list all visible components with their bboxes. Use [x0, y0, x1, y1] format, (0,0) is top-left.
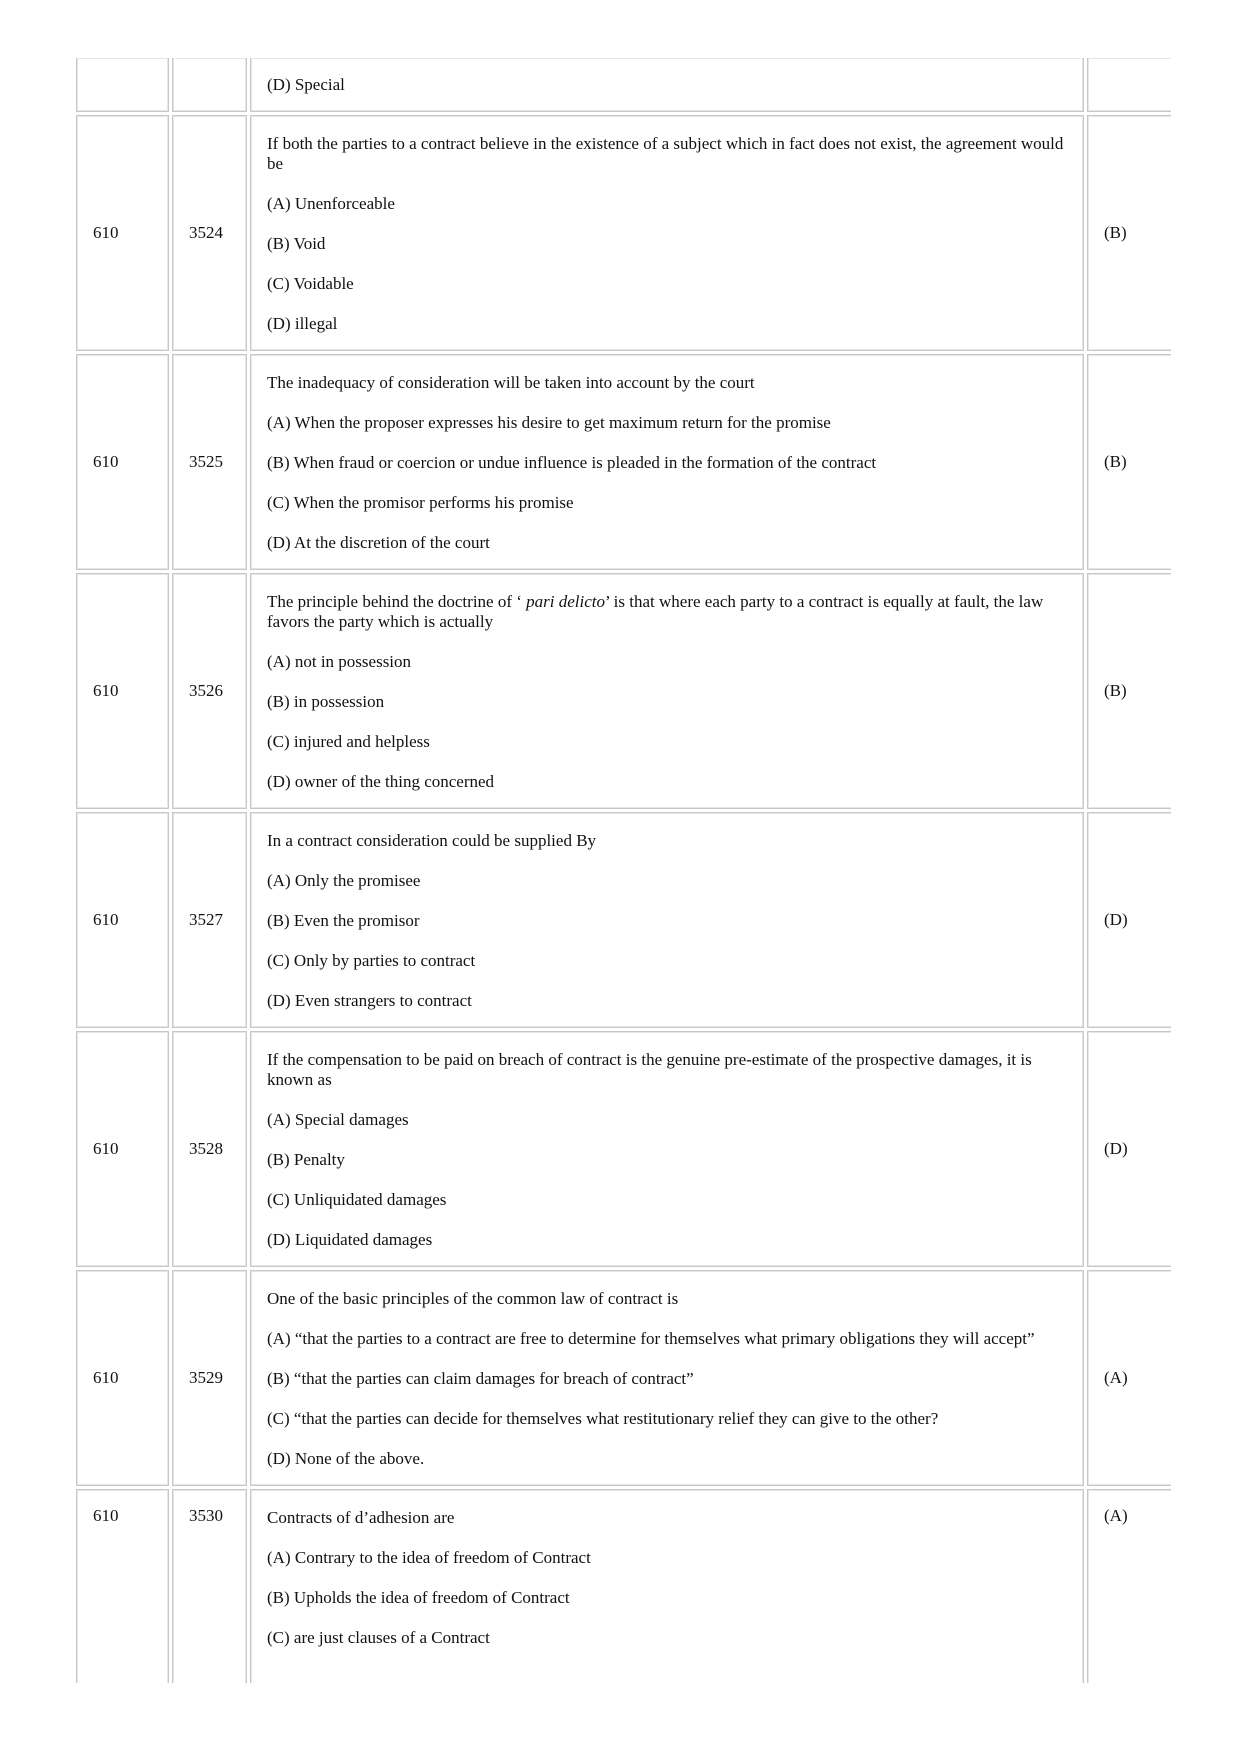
question-cell [250, 1031, 1084, 1267]
option-b: (B) Penalty [267, 1150, 345, 1169]
option-b: (B) “that the parties can claim damages for breach of contract” [267, 1369, 694, 1388]
answer-cell: (D) [1087, 812, 1171, 1028]
option-d: (D) At the discretion of the court [267, 533, 490, 552]
unit-cell: 610 [76, 115, 169, 351]
answer-cell: (B) [1087, 573, 1171, 809]
question-text: One of the basic principles of the common law of contract is [267, 1289, 679, 1308]
option-c: (C) Unliquidated damages [267, 1190, 447, 1209]
table-row [76, 115, 1171, 351]
unit-cell: 610 [76, 354, 169, 570]
answer-cell [1087, 58, 1171, 112]
option-c: (C) Only by parties to contract [267, 951, 476, 970]
table-row [76, 1270, 1171, 1486]
option-c: (C) When the promisor performs his promise [267, 493, 574, 512]
option-a: (A) When the proposer expresses his desire to get maximum return for the promise [267, 413, 831, 432]
question-sheet [73, 58, 1171, 1683]
option-d: (D) Even strangers to contract [267, 991, 472, 1010]
option-b: (B) in possession [267, 692, 385, 711]
table-row [76, 812, 1171, 1028]
answer-cell: (B) [1087, 354, 1171, 570]
unit-cell: 610 [76, 1031, 169, 1267]
question-text: Contracts of d’adhesion are [267, 1508, 455, 1527]
question-number-cell: 3528 [172, 1031, 247, 1267]
table-row [76, 573, 1171, 809]
mcq-table [73, 58, 1171, 1683]
question-text: If the compensation to be paid on breach of contract is the genuine pre-estimate of the prospective damages, it is known as [267, 1050, 1032, 1089]
option-d: (D) illegal [267, 314, 338, 333]
option-d: (D) Special [267, 75, 345, 94]
question-number-cell: 3529 [172, 1270, 247, 1486]
question-number-cell: 3527 [172, 812, 247, 1028]
question-text: If both the parties to a contract believe in the existence of a subject which in fact does not exist, the agreement would be [267, 134, 1064, 173]
table-row [76, 354, 1171, 570]
question-number-cell: 3524 [172, 115, 247, 351]
option-d: (D) None of the above. [267, 1449, 425, 1468]
option-b: (B) Upholds the idea of freedom of Contract [267, 1588, 570, 1607]
option-a: (A) Contrary to the idea of freedom of Contract [267, 1548, 591, 1567]
question-text: The inadequacy of consideration will be taken into account by the court [267, 373, 755, 392]
answer-cell: (B) [1087, 115, 1171, 351]
unit-cell: 610 [76, 812, 169, 1028]
question-cell [250, 573, 1084, 809]
option-a: (A) “that the parties to a contract are free to determine for themselves what primary obligations they will accept” [267, 1329, 1035, 1348]
question-number-cell: 3526 [172, 573, 247, 809]
table-row-fragment [76, 58, 1171, 112]
option-c: (C) injured and helpless [267, 732, 430, 751]
question-number-cell: 3525 [172, 354, 247, 570]
question-text-post: ’ is that where each party to a contract is equally at fault, the law favors the party which is actually [267, 592, 1044, 631]
option-c: (C) Voidable [267, 274, 354, 293]
option-a: (A) not in possession [267, 652, 412, 671]
question-cell [250, 58, 1084, 112]
option-c: (C) are just clauses of a Contract [267, 1628, 490, 1647]
option-a: (A) Only the promisee [267, 871, 421, 890]
question-number-cell: 3530 [172, 1489, 247, 1683]
table-row [76, 1031, 1171, 1267]
answer-cell: (D) [1087, 1031, 1171, 1267]
unit-cell: 610 [76, 1489, 169, 1683]
option-b: (B) Even the promisor [267, 911, 420, 930]
option-d: (D) owner of the thing concerned [267, 772, 495, 791]
question-cell [250, 812, 1084, 1028]
answer-cell: (A) [1087, 1489, 1171, 1683]
question-text-pre: The principle behind the doctrine of ‘ [267, 592, 527, 611]
question-cell [250, 115, 1084, 351]
unit-cell: 610 [76, 573, 169, 809]
question-cell [250, 354, 1084, 570]
option-d: (D) Liquidated damages [267, 1230, 433, 1249]
question-cell [250, 1489, 1084, 1683]
option-a: (A) Special damages [267, 1110, 409, 1129]
table-row [76, 1489, 1171, 1683]
option-b: (B) When fraud or coercion or undue influence is pleaded in the formation of the contract [267, 453, 877, 472]
question-text: In a contract consideration could be supplied By [267, 831, 597, 850]
question-cell [250, 1270, 1084, 1486]
option-c: (C) “that the parties can decide for themselves what restitutionary relief they can give to the other? [267, 1409, 939, 1428]
option-b: (B) Void [267, 234, 326, 253]
unit-cell: 610 [76, 1270, 169, 1486]
question-number-cell [172, 58, 247, 112]
unit-cell [76, 58, 169, 112]
option-a: (A) Unenforceable [267, 194, 395, 213]
question-text-italic: pari delicto [526, 592, 606, 611]
answer-cell: (A) [1087, 1270, 1171, 1486]
question-text [267, 592, 1067, 632]
